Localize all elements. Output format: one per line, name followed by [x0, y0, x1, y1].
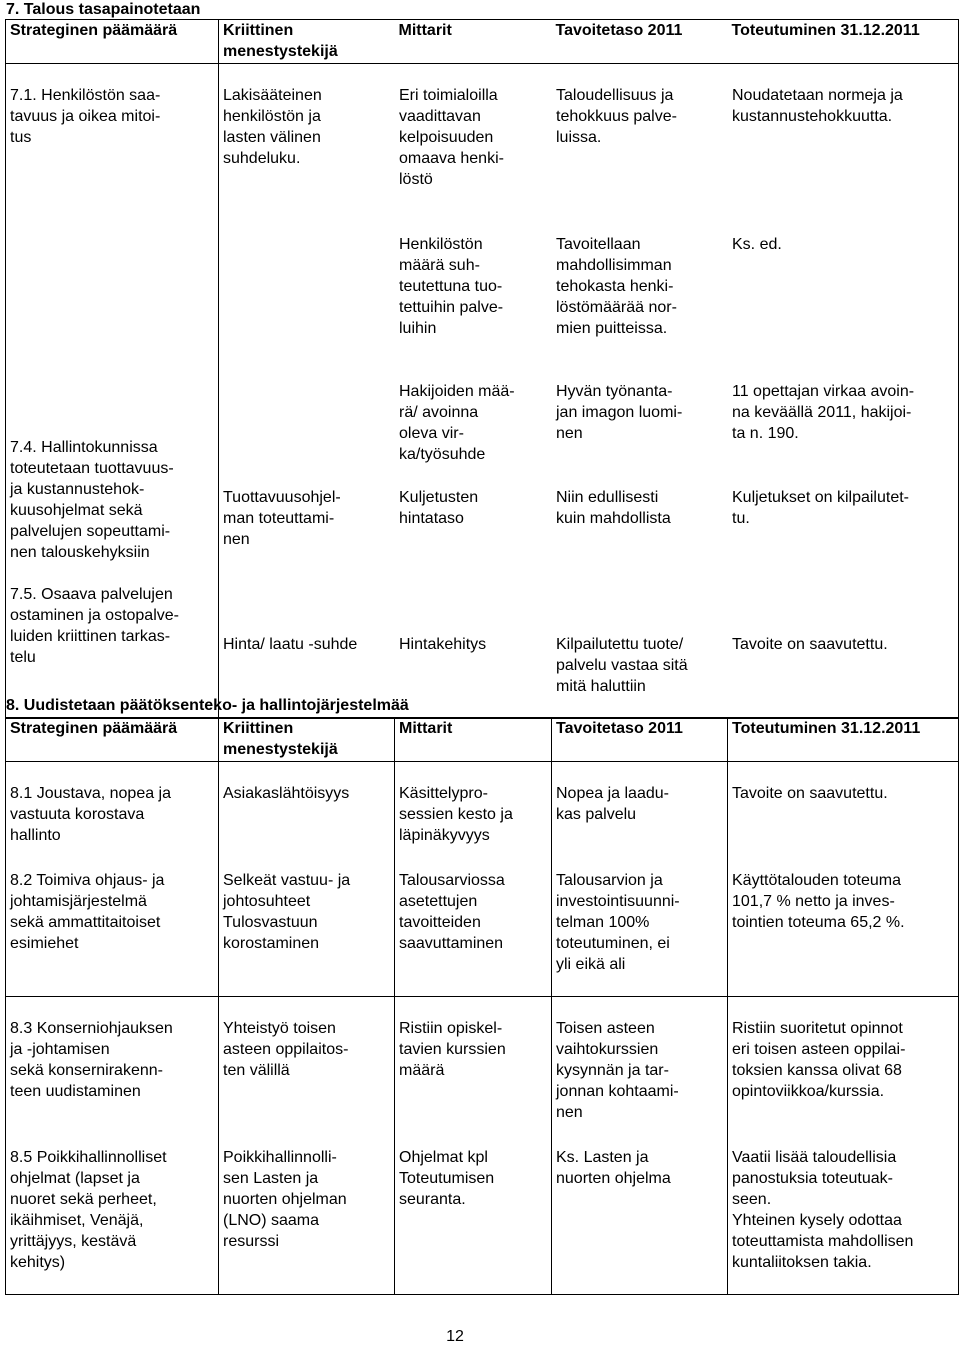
target-8-1: Nopea ja laadu- kas palvelu — [556, 785, 669, 823]
goal-8-1: 8.1 Joustava, nopea ja vastuuta korostava hallinto — [10, 785, 172, 844]
goal-cell — [6, 997, 219, 1295]
result-cell — [728, 997, 959, 1295]
measure-8-1: Käsittelypro- sessien kesto ja läpinäkyvyys — [399, 785, 513, 844]
measure-cell — [395, 762, 552, 997]
target-8-2: Talousarvion ja investointisuunni- telman 100% toteutuminen, ei yli eikä ali — [556, 872, 680, 973]
measure-7-1c: Hakijoiden mää- rä/ avoinna oleva vir- ka/työsuhde — [399, 383, 515, 463]
section-8-header-row — [6, 718, 959, 762]
factor-cell — [219, 997, 395, 1295]
column-header-goal: Strateginen päämäärä — [6, 718, 219, 762]
goal-8-3: 8.3 Konserniohjauksen ja -johtamisen sekä konsernirakenn- teen uudistaminen — [10, 1020, 173, 1100]
column-header-goal: Strateginen päämäärä — [6, 20, 219, 64]
target-7-1c: Hyvän työnanta- jan imagon luomi- nen — [556, 383, 683, 442]
result-7-4: Kuljetukset on kilpailutet- tu. — [732, 489, 909, 527]
measure-7-1: Eri toimialoilla vaadittavan kelpoisuuden omaava henki- löstö — [399, 87, 504, 188]
result-cell — [728, 762, 959, 997]
measure-7-4: Kuljetusten hintataso — [399, 489, 479, 527]
factor-8-2: Selkeät vastuu- ja johtosuhteet Tulosvastuun korostaminen — [223, 872, 351, 952]
factor-8-3: Yhteistyö toisen asteen oppilaitos- ten välillä — [223, 1020, 349, 1079]
factor-7-1: Lakisääteinen henkilöstön ja lasten välinen suhdeluku. — [223, 87, 322, 167]
target-7-1b: Tavoitellaan mahdollisimman tehokasta henki- löstömäärää nor- mien puitteissa. — [556, 236, 677, 337]
result-8-5: Vaatii lisää taloudellisia panostuksia toteutuak- seen. Yhteinen kysely odottaa toteuttamista mahdollisen kuntaliitoksen takia. — [732, 1149, 914, 1271]
target-8-5: Ks. Lasten ja nuorten ohjelma — [556, 1149, 671, 1187]
column-header-measure: Mittarit — [395, 718, 552, 762]
detail-row-7-1c — [219, 381, 958, 466]
result-7-1c: 11 opettajan virkaa avoin- na keväällä 2011, hakijoi- ta n. 190. — [732, 383, 915, 442]
goal-7-5: 7.5. Osaava palvelujen ostaminen ja ostopalve- luiden kriittinen tarkas- telu — [10, 586, 179, 666]
goal-7-1: 7.1. Henkilöstön saa- tavuus ja oikea mitoi- tus — [10, 87, 161, 146]
goal-8-2: 8.2 Toimiva ohjaus- ja johtamisjärjestelmä sekä ammattitaitoiset esimiehet — [10, 872, 165, 952]
factor-cell — [219, 762, 395, 997]
column-header-measure: Mittarit — [395, 20, 552, 64]
goal-column — [6, 64, 219, 719]
column-header-target: Tavoitetaso 2011 — [552, 20, 728, 64]
section-8-row-group-2 — [6, 997, 959, 1295]
section-7-body-row — [6, 64, 959, 719]
column-header-target: Tavoitetaso 2011 — [552, 718, 728, 762]
result-8-3: Ristiin suoritetut opinnot eri toisen asteen oppilai- toksien kanssa olivat 68 opintoviikkoa/kurssia. — [732, 1020, 906, 1100]
section-7-heading: 7. Talous tasapainotetaan — [6, 1, 201, 18]
measure-7-5: Hintakehitys — [399, 636, 487, 653]
result-7-1b: Ks. ed. — [732, 236, 782, 253]
column-header-factor: Kriittinen menestystekijä — [219, 718, 395, 762]
column-header-factor: Kriittinen menestystekijä — [219, 20, 395, 64]
measure-8-2: Talousarviossa asetettujen tavoitteiden saavuttaminen — [399, 872, 505, 952]
target-cell — [552, 997, 728, 1295]
result-8-1: Tavoite on saavutettu. — [732, 785, 888, 802]
section-7-table — [5, 19, 959, 719]
factor-8-5: Poikkihallinnolli- sen Lasten ja nuorten ohjelman (LNO) saama resurssi — [223, 1149, 347, 1250]
detail-row-7-5 — [219, 634, 958, 697]
factor-7-4: Tuottavuusohjel- man toteuttami- nen — [223, 489, 341, 548]
section-8-heading: 8. Uudistetaan päätöksenteko- ja hallintojärjestelmää — [6, 697, 409, 714]
target-cell — [552, 762, 728, 997]
factor-8-1: Asiakaslähtöisyys — [223, 785, 350, 802]
target-7-4: Niin edullisesti kuin mahdollista — [556, 489, 671, 527]
page-number: 12 — [446, 1328, 464, 1345]
measure-8-5: Ohjelmat kpl Toteutumisen seuranta. — [399, 1149, 495, 1208]
result-7-5: Tavoite on saavutettu. — [732, 636, 888, 653]
measure-8-3: Ristiin opiskel- tavien kurssien määrä — [399, 1020, 506, 1079]
section-7-details — [219, 64, 959, 719]
section-8-row-group-1 — [6, 762, 959, 997]
target-7-5: Kilpailutettu tuote/ palvelu vastaa sitä mitä haluttiin — [556, 636, 688, 695]
goal-8-5: 8.5 Poikkihallinnolliset ohjelmat (lapset ja nuoret sekä perheet, ikäihmiset, Venäjä, yrittäjyys, kestävä kehitys) — [10, 1149, 167, 1271]
detail-row-7-1 — [219, 85, 958, 213]
section-7-header-row — [6, 20, 959, 64]
measure-7-1b: Henkilöstön määrä suh- teutettuna tuo- tettuihin palve- luihin — [399, 236, 504, 337]
column-header-result: Toteutuminen 31.12.2011 — [728, 20, 959, 64]
result-8-2: Käyttötalouden toteuma 101,7 % netto ja inves- tointien toteuma 65,2 %. — [732, 872, 905, 931]
target-8-3: Toisen asteen vaihtokurssien kysynnän ja tar- jonnan kohtaami- nen — [556, 1020, 679, 1121]
detail-row-7-1b — [219, 234, 958, 360]
target-7-1: Taloudellisuus ja tehokkuus palve- luissa. — [556, 87, 677, 146]
column-header-result: Toteutuminen 31.12.2011 — [728, 718, 959, 762]
result-7-1: Noudatetaan normeja ja kustannustehokkuutta. — [732, 87, 903, 125]
detail-row-7-4 — [219, 487, 958, 613]
measure-cell — [395, 997, 552, 1295]
factor-7-5: Hinta/ laatu -suhde — [223, 636, 358, 653]
goal-7-4: 7.4. Hallintokunnissa toteutetaan tuottavuus- ja kustannustehok- kuusohjelmat sekä palvelujen sopeuttami- nen talouskehyksiin — [10, 439, 174, 561]
section-8-table — [5, 717, 959, 1295]
goal-cell — [6, 762, 219, 997]
